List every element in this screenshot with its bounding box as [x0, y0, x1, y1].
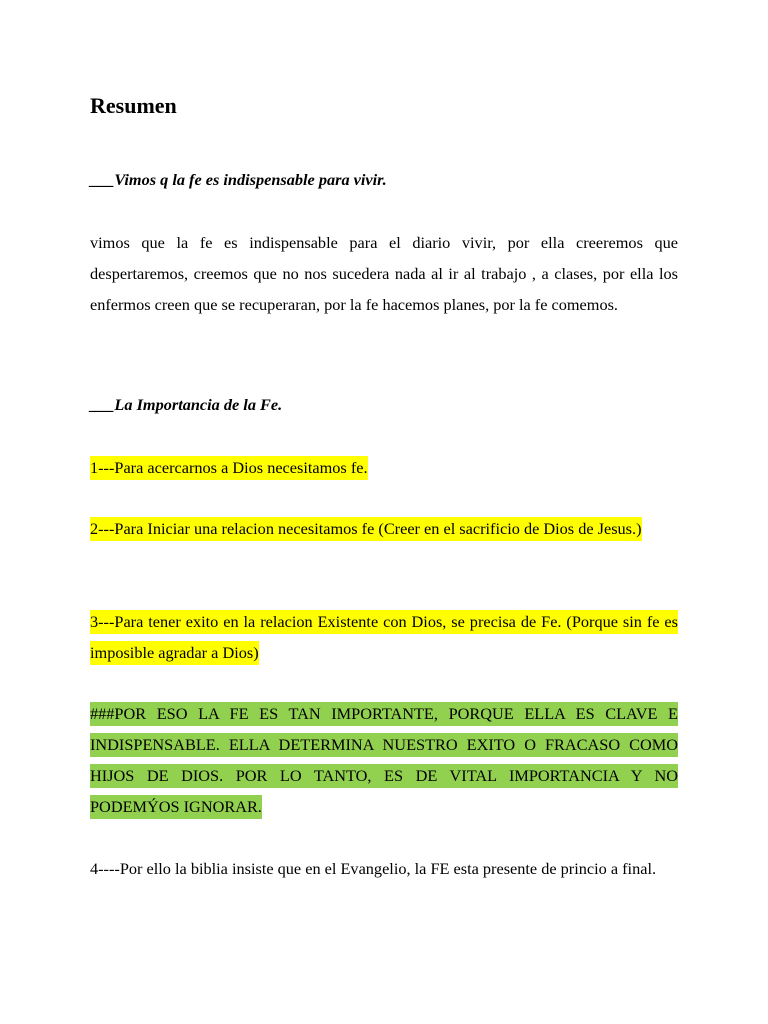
list-item-1-text: 1---Para acercarnos a Dios necesitamos fe. [90, 456, 368, 480]
list-item-3 [90, 606, 678, 668]
document-title: Resumen [90, 93, 177, 118]
section-heading-importancia: ___La Importancia de la Fe. [90, 395, 283, 414]
emphasis-text: ###POR ESO LA FE ES TAN IMPORTANTE, PORQUE ELLA ES CLAVE E INDISPENSABLE. ELLA DETERMINA NUESTRO EXITO O FRACASO COMO HIJOS DE DIOS. POR LO TANTO, ES DE VITAL IMPORTANCIA Y NO PODEMÝOS IGNORAR. [90, 702, 678, 819]
list-item-4: 4----Por ello la biblia insiste que en el Evangelio, la FE esta presente de princio a final. [90, 859, 657, 878]
list-item-1 [90, 452, 678, 483]
list-item-2-text: 2---Para Iniciar una relacion necesitamos fe (Creer en el sacrificio de Dios de Jesus.) [90, 517, 642, 541]
list-item-3-text: 3---Para tener exito en la relacion Existente con Dios, se precisa de Fe. (Porque sin fe es imposible agradar a Dios) [90, 610, 678, 665]
paragraph-fe-diario-vivir: vimos que la fe es indispensable para el diario vivir, por ella creeremos que despertaremos, creemos que no nos sucedera nada al ir al trabajo , a clases, por ella los enfermos creen que se recuperaran, por la fe hacemos planes, por la fe comemos. [90, 233, 678, 314]
list-item-2 [90, 513, 678, 544]
emphasis-paragraph [90, 698, 678, 822]
section-heading-vimos: ___Vimos q la fe es indispensable para vivir. [90, 170, 387, 189]
